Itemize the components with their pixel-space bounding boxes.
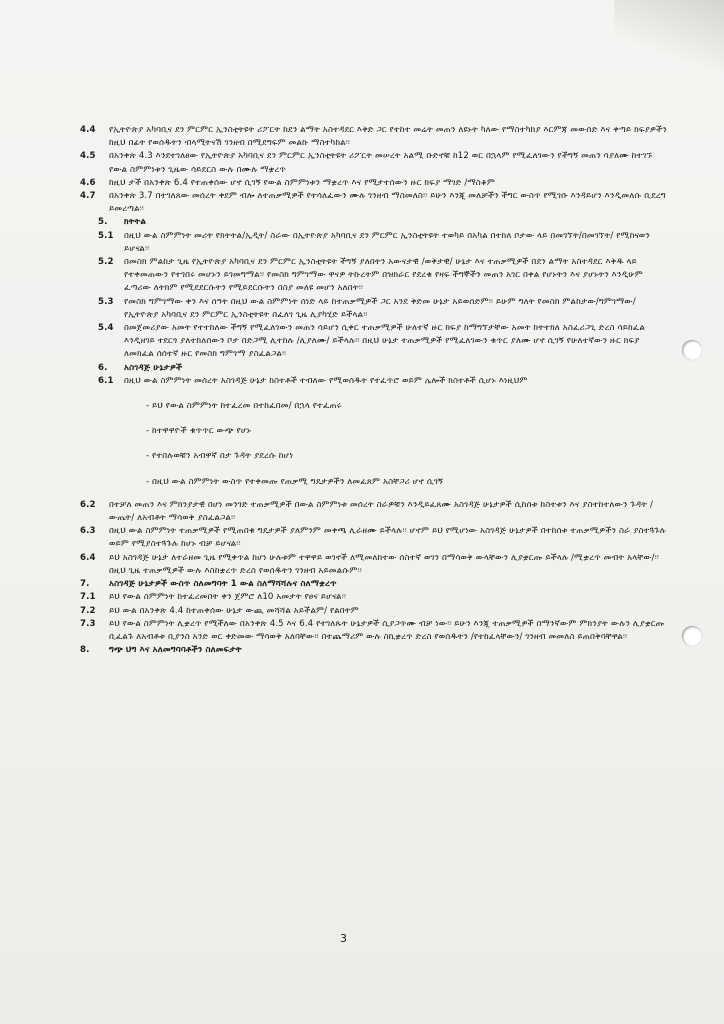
list-item: - ከተዋዋዮች ቁጥጥር ውጭ የሆኑ (146, 426, 252, 437)
list-item: - በዚህ ውል ስምምነት ውስጥ የተቀመጡ የጠቃሚ ግዴታዎችን ለመፈጸም አስቸጋሪ ሆኖ ሲገኝ (146, 476, 444, 487)
section-6-heading: 6. አስገዳጅ ሁኔታዎች (98, 362, 183, 373)
document-body (80, 124, 670, 657)
list-item: - ይህ የውል ስምምነት ከተፈረመ በተከፈበመ/ በኋላ የተፈጠሩ (146, 401, 342, 412)
clause-5-1: 5.1 በዚህ ውል ስምምነት መሪት የክትትል/ኢዲት/ ስራው በኢትዮጵያ አካባቢና ደን ምርምር ኢንስቲትዩት ተወካይ በአካል በተከለ ቦታው ላይ በመገኘት/በመገኘት/ የሚከናወን ይሆናል፡፡ (98, 230, 650, 254)
clause-6-4: 6.4 ይህ አስገዳጅ ሁኔታ ለተራዘመ ጊዜ የሚቀጥል ከሆነ ሁሉቱም ተዋዋይ ወገኖች ለሚመለከተው ሰስተኛ ወገን በማሳወቅ ውላቸውን ሊያቋርጡ ይችላሉ /ሚቋረጥ መብት አላቸው/፡፡ በዚህ ጊዜ ተጠቃሚዎች ውሉ እስከቋረጥ ድረስ የወሰዱትን ገንዘብ አይመልሱም፡፡ (80, 552, 659, 576)
clause-7-1: 7.1 ይህ የውል ስምምነት ከተፈረመበት ቀን ጀምሮ ለ10 አመታት የፀና ይሆናል፡፡ (80, 592, 346, 603)
clause-5-2: 5.2 በመስክ ምልከታ ጊዜ የኢትዮጵያ አካባቢና ደን ምርምር ኢንስቲትዩት ችግኝ ያለበትን አውናታዊ /ወቅታዊ/ ሁኔታ እና ተጠቃሚዎች በደን ልማት አስተዳደር እቅዱ ላይ የተቀመጠውን የተገበሩ መሆኑን ይገመግማል፡፡ የመስክ ግምገማው ዋናዎ ትኩረትም በዝክራር የደረቁ የዛፍ ችግኞችን መጠን አገር በቀል የሆኑትን እና ያሆኑትን እንዲሁም ፈጣሪው ለትክም የሚደደርሱትን የሚይደርሱትን በስያ መለዩ መሆን አለበት፡፡ (98, 257, 643, 294)
clause-4-6: 4.6 ከዚህ ታች በአንቀጽ 6.4 የተጠቀሰው ሆኖ ሲገኝ የውል ስምምነቱን ማቋረጥ እና የሚታተሰውን ዙር ክፍያ ማገድ /ማስቆም (80, 177, 495, 188)
clause-6-2: 6.2 በተቻለ መጠን እና ምክንያታዊ በሆነ መንገድ ተጠቃሚዎች በውል ስምምነቱ መሰረት ስራዎቹን እንዲይፈጸሙ አስገዳጅ ሁኔታዎች ሲከሰቱ ከስተቱን እና ያስተከተለውን ጉዳት /ውጤት/ ለአብቶት ማሳወቅ ያስፈልጋል፡፡ (80, 499, 653, 524)
section-7-heading: 7. አስገዳጅ ሁኔታዎች ውስጥ ስለመግባት 1 ውል ስለማሻሻሉና ስለማቋረጥ (80, 579, 337, 590)
clause-6-1: 6.1 በዚህ ውል ስምምነት መሰረት አስገዳጅ ሁኔታ ከስተቶች ተብለው የሚወሰዱት የተፈጥሮ ወይም ሌሎች ክስተቶች ሲሆኑ እነዚህም (98, 375, 528, 386)
section-5-heading: 5. ክትትል (98, 217, 147, 228)
clause-4-5: 4.5 በአንቀጽ 4.3 እንደተገለፀው የኢትዮጵያ አካባቢና ደን ምርምር ኢንስቲትዩት ሪፖርት መሠረት አልሚ ቡድኖቹ ከ12 ወር በኋላም የሚፈለገውን የችግኝ መጠን ሳያለሙ ከተገኙ የውል ስምምነቱን ጊዜው ሳይደርስ ውሉ በሙሉ ማቋረጥ (80, 151, 653, 175)
clause-6-3: 6.3 በዚህ ውል ስምምነት ተጠቃሚዎች የሚጠበቁ ግዴታዎች ያለምንም መቀጫ ሊራዘሙ ይችላሉ፡፡ ሆኖም ይህ የሚሆነው አስገዳጅ ሁኔታዎች በተከሰቱ ተጠቃሚዎችን ስራ ያስተጓጉሉ ወይም የሚያስተጓጉሉ ከሆኑ ብቻ ይሆናል፡፡ (80, 526, 667, 550)
clause-7-2: 7.2 ይህ ውል በአንቀጽ 4.4 ከተጠቀሰው ሁኔታ ውጪ መሻሻል አይችልም/ የልበትም (80, 605, 359, 616)
clause-7-3: 7.3 ይህ የውል ስምምነት ሊቋረጥ የሚችለው በአንቀጽ 4.5 እና 6.4 የተገለጹት ሁኔታዎች ሲያጋጥሙ ብቻ ነው፡፡ ይሁን እንጂ ተጠቃሚዎች በማንኛውም ምክንያት ውሉን ሊያቋርጡ ቢፈልጉ ለአብቶቱ ቢያንስ አንድ ወር ቀድመው ማሳወቅ አለባቸው፡፡ በተጨማሪም ውሉ ስኪቋረጥ ድረስ የወሰዱትን /የተከፈላቸውን/ ገንዘብ መመለስ ይጠበቅባቸዋል፡፡ (80, 618, 665, 642)
punch-hole (682, 626, 702, 646)
section-8-heading: 8. ግጭ ህግ እና አለመግባባቶችን ስለመፍታት (80, 645, 242, 656)
list-item: - የተበሉወቹን አብዋኛ በታ ጉዳት ያደረሱ ከሆነ (146, 451, 294, 462)
page-number: 3 (340, 932, 347, 945)
clause-5-3: 5.3 የመስክ ግምገማው ቀን እና ሰዓት በዚህ ውል ስምምነት ሰነድ ላይ ከተጠቃሚዎች ጋር አንደ ቅድመ ሁኔታ አይወሰድም፡፡ ይሁም ግለት የመስክ ምልከታው/ግምገማው/ የኢትዮጵያ አካባቢና ደን ምርምር ኢንስቲትዩት በፈለገ ጊዜ ሊያካሂድ ይችላል፡፡ (98, 296, 636, 320)
page-corner-shadow (614, 0, 724, 70)
clause-4-7: 4.7 በአንቀጽ 3.7 በተገለጸው መሰረት ቀደም ብሎ ለተጠቃሚዎች የተሳለፈውን ሙሉ ገንዘብ ማስመለስ፡፡ ይሁን እንጂ መለቻችን ችግር ውስጥ የሚገቡ እንዳይሆን እንዲመለሱ ቢደረግ ይመረጣል፡፡ (80, 191, 666, 215)
punch-hole (682, 340, 702, 360)
clause-4-4: 4.4 የኢትዮጵያ አካባቢና ደን ምርምር ኢንስቲትዩት ሪፖርት ከደን ልማት አስተዳደር እቅድ ጋር የተከተ መሬት መጠን ለዩኑት ካለው የማስተካከያ እርምጃ መውሰድ እና ቀጣይ ክፍያዎችን ከዚህ በፊት የወሰዱትን ብላሚትናሽ ገንዘብ በሚደግፍም መልኩ ማስተካከል፡፡ (80, 125, 667, 149)
clause-5-4: 5.4 በመጀመሪያው አመት የተተከለው ችግኝ የሚፈለገውን መጠን ሳይሆን ሲቀር ተጠቃሚዎች ሁለተኛ ዙር ክፍያ ከማግኘታቸው አመት ከትተክለ አስፈሪጋጊ ድረስ ሳይከፈል እንዲዘገይ ተደርጎ ያለተከለሰውን ቦታ በድጋሚ ሊተከሉ /ሊያለሙ/ ይችላሉ፡፡ በዚህ ሁኔታ ተጠቃሚዎች የሚፈለገውን ቁጥር ያለሙ ሆኖ ሲገኝ የሁለተኛውን ዙር ክፍያ ለመክፈል ሰሰተኛ ዙር የመስክ ግምገማ ያስፈልጋል፡፡ (98, 323, 646, 360)
